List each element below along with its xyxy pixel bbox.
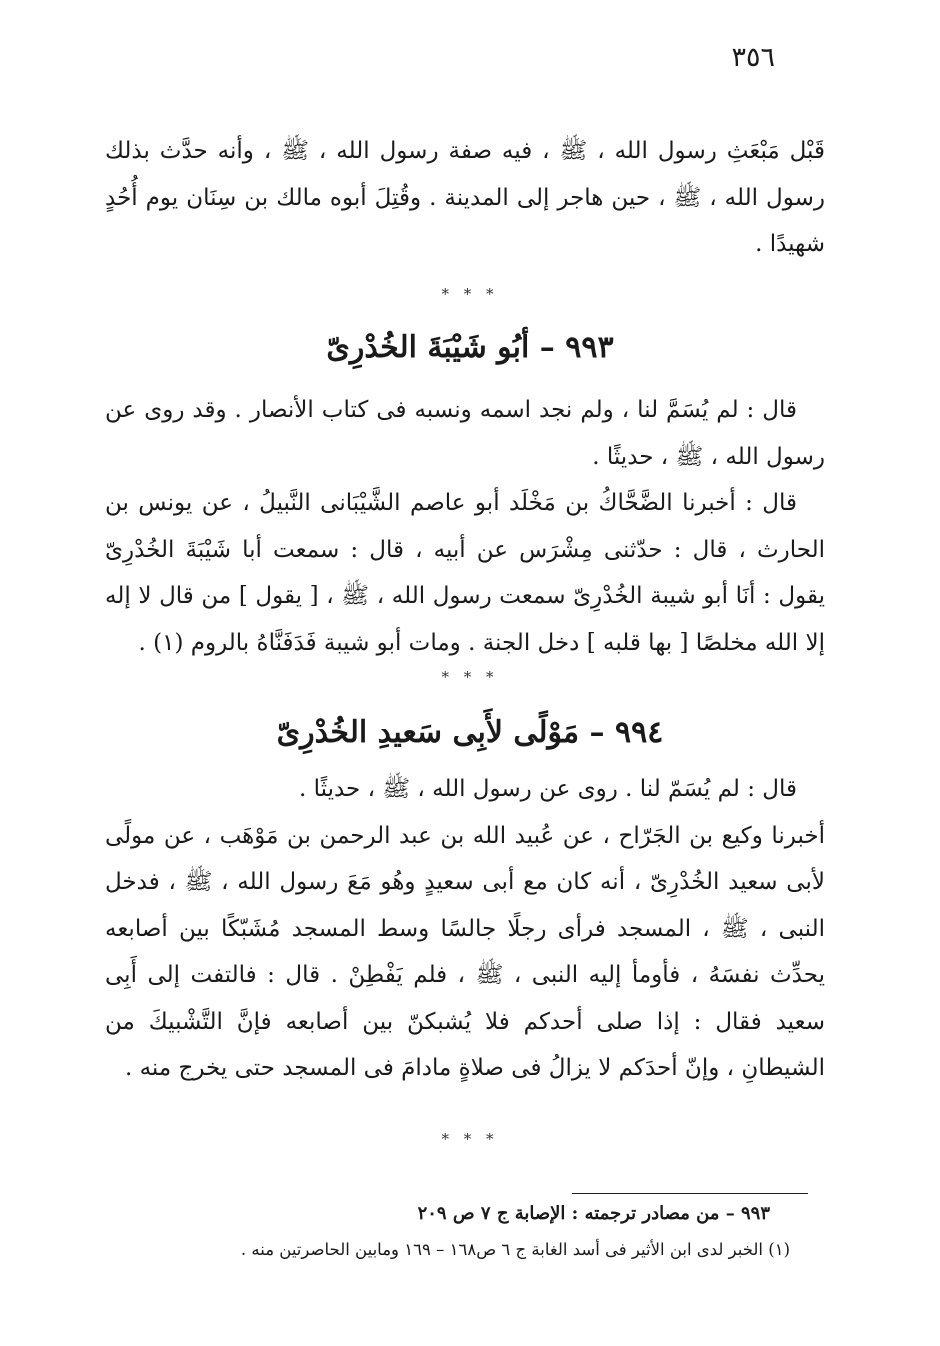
entry-993-paragraph-1: قال : لم يُسَمَّ لنا ، ولم نجد اسمه ونسبه فى كتاب الأنصار . وقد روى عن رسول الله ، ﷺ ، حديثًا . — [105, 397, 825, 470]
entry-994-paragraph-2: أخبرنا وكيع بن الجَرّاح ، عن عُبيد الله بن عبد الرحمن بن مَوْهَب ، عن مولًى لأبى سعيد الخُدْرِىّ ، أنه كان مع أبى سعيدٍ وهُو مَعَ رسول الله ، ﷺ ، فدخل النبى ، ﷺ ، المسجد فرأى رجلًا جالسًا وسط المسجد مُشَبّكًا بين أصابعه يحدِّث نفسَهُ ، فأومأ إليه النبى ، ﷺ ، فلم يَفْطِنْ . قال : فالتفت إلى أَبِى سعيد فقال : إذا صلى أحدكم فلا يُشبكنّ بين أصابعه فإنَّ التَّشْبيكَ من الشيطانِ ، وإنّ أحدَكم لا يزالُ فى صلاةٍ مادامَ فى المسجد حتى يخرج منه . — [105, 822, 825, 1081]
footnote-note: (١) الخبر لدى ابن الأثير فى أسد الغابة ج ٦ ص١٦٨ – ١٦٩ ومابين الحاصرتين منه . — [240, 1240, 790, 1259]
entry-994-heading: ٩٩٤ – مَوْلًى لأَبِى سَعيدِ الخُدْرِىّ — [276, 715, 664, 750]
section-separator: * * * — [441, 285, 499, 303]
footnote-source: ٩٩٣ – من مصادر ترجمته : الإصابة ج ٧ ص ٢٠٩ — [417, 1203, 770, 1224]
entry-994-body — [105, 766, 825, 1092]
intro-paragraph: قَبْل مَبْعَثِ رسول الله ، ﷺ ، فيه صفة رسول الله ، ﷺ ، وأنه حدَّث بذلك رسول الله ، ﷺ ، حين هاجر إلى المدينة . وقُتِلَ أبوه مالك بن سِنَان يوم أُحُدٍ شهيدًا . — [105, 138, 825, 257]
page-number: ٣٥٦ — [731, 42, 775, 73]
entry-994-paragraph-1: قال : لم يُسَمّ لنا . روى عن رسول الله ، ﷺ ، حديثًا . — [299, 776, 797, 802]
section-separator: * * * — [441, 1130, 499, 1148]
intro-block — [105, 128, 825, 268]
section-separator: * * * — [441, 668, 499, 686]
entry-993-body — [105, 387, 825, 666]
entry-993-paragraph-2: قال : أخبرنا الضَّحَّاكُ بن مَخْلَد أبو عاصم الشَّيْبَانى النَّبيلُ ، عن يونس بن الحارث ، قال : حدّثنى مِشْرَس عن أبيه ، قال : سمعت أبا شَيْبَةَ الخُدْرِىّ يقول : أنَا أبو شيبة الخُدْرِىّ سمعت رسول الله ، ﷺ ، [ يقول ] من قال لا إله إلا الله مخلصًا [ بها قلبه ] دخل الجنة . ومات أبو شيبة فَدَفَنَّاهُ بالروم (١) . — [105, 490, 825, 656]
footnote-rule — [572, 1193, 808, 1194]
entry-993-heading: ٩٩٣ – أبُو شَيْبَةَ الخُدْرِىّ — [326, 330, 614, 365]
